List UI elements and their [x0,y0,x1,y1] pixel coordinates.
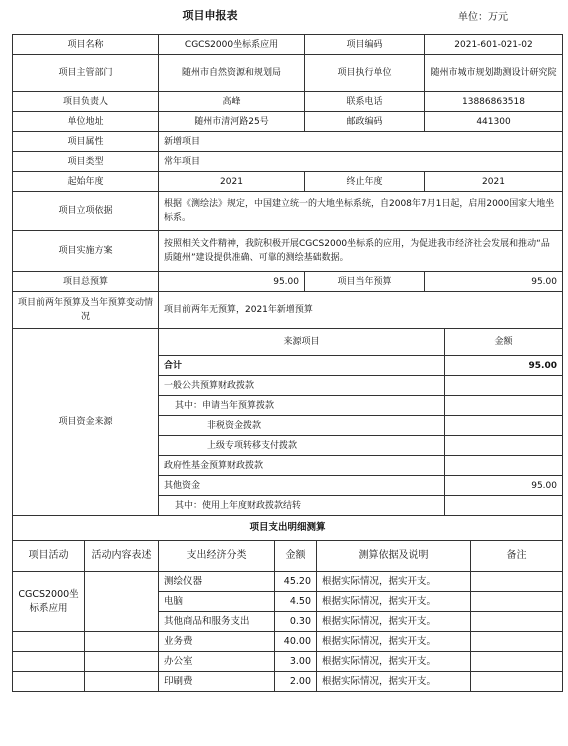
detail-content-empty [85,632,159,652]
zip-value: 441300 [425,112,563,132]
phone-value: 13886863518 [425,92,563,112]
detail-category: 其他商品和服务支出 [159,612,275,632]
detail-header-amount: 金额 [275,541,317,572]
prev-label: 项目前两年预算及当年预算变动情况 [13,292,159,329]
funding-row-amount [445,436,563,456]
detail-category: 电脑 [159,592,275,612]
detail-activity-empty [13,672,85,692]
attr-value: 新增项目 [159,132,563,152]
detail-content-empty [85,672,159,692]
detail-header-remark: 备注 [471,541,563,572]
project-info-table [12,34,563,329]
owner-value: 高峰 [159,92,305,112]
funding-row-amount: 95.00 [445,476,563,496]
funding-source-header: 来源项目 [159,329,445,356]
dept-label: 项目主管部门 [13,55,159,92]
funding-row-amount: 95.00 [445,356,563,376]
detail-note: 根据实际情况，据实开支。 [317,572,471,592]
project-name-value: CGCS2000坐标系应用 [159,35,305,55]
current-label: 项目当年预算 [305,272,425,292]
basis-value: 根据《测绘法》规定，中国建立统一的大地坐标系统，自2008年7月1日起，启用2000国家大地坐标系。 [159,192,563,231]
funding-row-name: 合计 [159,356,445,376]
phone-label: 联系电话 [305,92,425,112]
detail-amount: 40.00 [275,632,317,652]
application-sheet [12,34,562,692]
form-title: 项目申报表 [182,9,238,22]
funding-row-name: 其中：申请当年预算拨款 [159,396,445,416]
detail-amount: 2.00 [275,672,317,692]
plan-value: 按照相关文件精神，我院积极开展CGCS2000坐标系的应用，为促进我市经济社会发展和推动“品质随州”建设提供准确、可靠的测绘基础数据。 [159,231,563,272]
detail-header-basis: 测算依据及说明 [317,541,471,572]
funding-row-name: 上级专项转移支付拨款 [159,436,445,456]
detail-content [85,572,159,632]
detail-remark [471,612,563,632]
detail-amount: 4.50 [275,592,317,612]
detail-header-category: 支出经济分类 [159,541,275,572]
dept-value: 随州市自然资源和规划局 [159,55,305,92]
project-code-value: 2021-601-021-02 [425,35,563,55]
total-label: 项目总预算 [13,272,159,292]
funding-row-name: 其他资金 [159,476,445,496]
funding-amount-header: 金额 [445,329,563,356]
current-value: 95.00 [425,272,563,292]
funding-row-name: 非税资金拨款 [159,416,445,436]
funding-row-amount [445,416,563,436]
detail-remark [471,592,563,612]
detail-note: 根据实际情况，据实开支。 [317,592,471,612]
detail-table [12,515,563,692]
attr-label: 项目属性 [13,132,159,152]
detail-remark [471,572,563,592]
zip-label: 邮政编码 [305,112,425,132]
detail-remark [471,632,563,652]
start-label: 起始年度 [13,172,159,192]
exec-label: 项目执行单位 [305,55,425,92]
prev-value: 项目前两年无预算，2021年新增预算 [159,292,563,329]
plan-label: 项目实施方案 [13,231,159,272]
detail-amount: 0.30 [275,612,317,632]
unit-label: 单位：万元 [458,12,508,23]
detail-note: 根据实际情况，据实开支。 [317,652,471,672]
detail-header-content: 活动内容表述 [85,541,159,572]
funding-row-name: 一般公共预算财政拨款 [159,376,445,396]
project-name-label: 项目名称 [13,35,159,55]
end-label: 终止年度 [305,172,425,192]
detail-section-title: 项目支出明细测算 [13,516,563,541]
funding-row-amount [445,496,563,516]
type-label: 项目类型 [13,152,159,172]
detail-category: 测绘仪器 [159,572,275,592]
funding-row-name: 其中：使用上年度财政拨款结转 [159,496,445,516]
detail-activity: CGCS2000坐标系应用 [13,572,85,632]
funding-row-amount [445,456,563,476]
funding-table [12,328,563,516]
type-value: 常年项目 [159,152,563,172]
detail-note: 根据实际情况，据实开支。 [317,612,471,632]
funding-row-name: 政府性基金预算财政拨款 [159,456,445,476]
end-value: 2021 [425,172,563,192]
detail-note: 根据实际情况，据实开支。 [317,632,471,652]
detail-header-activity: 项目活动 [13,541,85,572]
total-value: 95.00 [159,272,305,292]
addr-label: 单位地址 [13,112,159,132]
start-value: 2021 [159,172,305,192]
funding-label: 项目资金来源 [13,329,159,516]
detail-activity-empty [13,632,85,652]
detail-activity-empty [13,652,85,672]
funding-row-amount [445,396,563,416]
detail-amount: 3.00 [275,652,317,672]
detail-category: 业务费 [159,632,275,652]
detail-category: 印刷费 [159,672,275,692]
funding-row-amount [445,376,563,396]
owner-label: 项目负责人 [13,92,159,112]
detail-amount: 45.20 [275,572,317,592]
addr-value: 随州市清河路25号 [159,112,305,132]
exec-value: 随州市城市规划勘测设计研究院 [425,55,563,92]
basis-label: 项目立项依据 [13,192,159,231]
detail-remark [471,672,563,692]
detail-content-empty [85,652,159,672]
detail-remark [471,652,563,672]
detail-category: 办公室 [159,652,275,672]
project-code-label: 项目编码 [305,35,425,55]
detail-note: 根据实际情况，据实开支。 [317,672,471,692]
